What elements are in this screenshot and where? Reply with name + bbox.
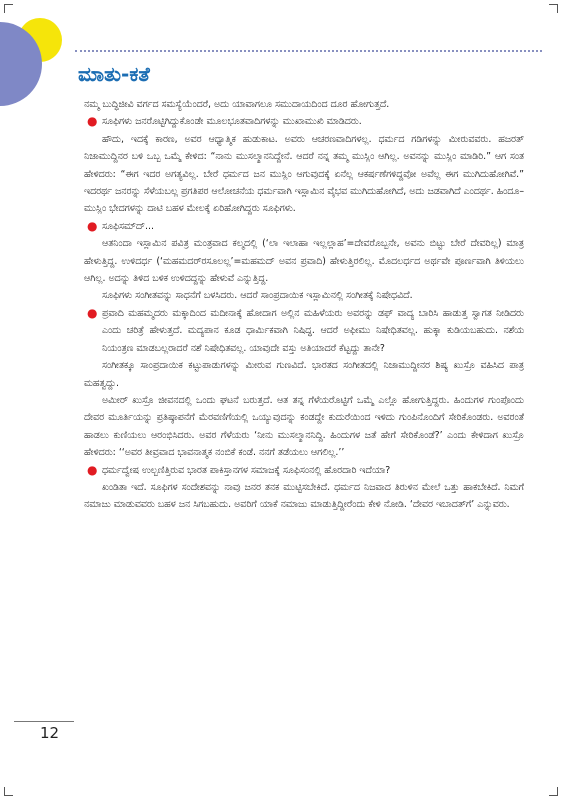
bullet-icon: ● bbox=[87, 305, 98, 320]
paragraph: ಹೌದು, ಇದಕ್ಕೆ ಕಾರಣ, ಅವರ ಆಧ್ಯಾತ್ಮಿಕ ಹುಡುಕಾಟ. ಅವರು ಆಚರಣವಾದಿಗಳಲ್ಲ. ಧರ್ಮದ ಗಡಿಗಳನ್ನು ಮೀರುವವರು. ಹಜರತ್ ನಿಜಾಮುದ್ದಿನರ ಬಳಿ ಒಬ್ಬ ಒಮ್ಮೆ ಕೇಳಿದ: “ನಾನು ಮುಸಲ್ಮಾನನಿದ್ದೇನೆ. ಆದರೆ ನನ್ನ ತಮ್ಮ ಮುಸ್ಲಿಂ ಆಗಿಲ್ಲ. ಅವನನ್ನು ಮುಸ್ಲಿಂ ಮಾಡಿರಿ.” ಆಗ ಸಂತ ಹೇಳಿದರು: “ಈಗ ಇದರ ಅಗತ್ಯವಿಲ್ಲ. ಬೇರೆ ಧರ್ಮದ ಜನ ಮುಸ್ಲಿಂ ಆಗುವುದಕ್ಕೆ ಏನೆಲ್ಲ ಆಕರ್ಷಣೆಗಳಿದ್ದವೋ ಅವೆಲ್ಲ ಈಗ ಮುಗಿದುಹೋಗಿವೆ.” ಇದರರ್ಥ ಜನರನ್ನು ಸೆಳೆಯಬಲ್ಲ ಪ್ರಗತಿಪರ ಆಲೋಚನೆಯ ಧರ್ಮವಾಗಿ ಇಸ್ಲಾಮಿನ ವೈಭವ ಮುಗಿದುಹೋಗಿದೆ, ಅದು ಜಡವಾಗಿದೆ ಎಂದರ್ಥ. ಹಿಂದೂ–ಮುಸ್ಲಿಂ ಭೇದಗಳನ್ನು ದಾಟಿ ಬಹಳ ಮೇಲಕ್ಕೆ ಏರಿಹೋಗಿದ್ದರು ಸೂಫಿಗಳು. bbox=[84, 133, 525, 215]
crop-mark-top-right bbox=[549, 4, 558, 13]
paragraph: ಸಂಗೀತಕ್ಕೂ ಸಾಂಪ್ರದಾಯಿಕ ಕಟ್ಟುಪಾಡುಗಳನ್ನು ಮೀರುವ ಗುಣವಿದೆ. ಭಾರತದ ಸಂಗೀತದಲ್ಲಿ ನಿಜಾಮುದ್ದೀನರ ಶಿಷ್ಯ ಖುಸ್ರೊ ವಹಿಸಿದ ಪಾತ್ರ ಮಹತ್ವದ್ದು. bbox=[84, 360, 524, 389]
paragraph: ಸೂಫಿಗಳು ಸಂಗೀತವನ್ನು ಸಾಧನೆಗೆ ಬಳಸಿದರು. ಆದರೆ ಸಾಂಪ್ರದಾಯಿಕ ಇಸ್ಲಾಮಿನಲ್ಲಿ ಸಂಗೀತಕ್ಕೆ ನಿಷೇಧವಿದೆ. bbox=[102, 290, 413, 302]
bullet-icon: ● bbox=[87, 114, 98, 129]
decorative-circles bbox=[0, 0, 80, 110]
bullet-question: ● ಧರ್ಮದ್ವೇಷ ಉಲ್ಬಣಿತ್ತಿರುವ ಭಾರತ ಪಾಕಿಸ್ತಾನಗಳ ಸಮಾಜಕ್ಕೆ ಸೂಫಿಸಂನಲ್ಲಿ ಹೊರದಾರಿ ಇದೆಯಾ? bbox=[84, 462, 524, 479]
bullet-icon: ● bbox=[87, 462, 98, 477]
footer-rule bbox=[14, 721, 74, 722]
bullet-question: ● ಪ್ರವಾದಿ ಮಹಮ್ಮದರು ಮಕ್ಕಾದಿಂದ ಮದೀನಾಕ್ಕೆ ಹೋದಾಗ ಅಲ್ಲಿನ ಮಹಿಳೆಯರು ಅವರನ್ನು ಡಫ್ ವಾದ್ಯ ಬಾರಿಸಿ ಹಾಡುತ್ತ ಸ್ವಾಗತ ನೀಡಿದರು ಎಂದು ಚರಿತ್ರೆ ಹೇಳುತ್ತದೆ. ಮದ್ಯಪಾನ ಕೂಡ ಧಾರ್ಮಿಕವಾಗಿ ನಿಷಿದ್ಧ. ಆದರೆ ಅಫೀಮು ನಿಷೇಧಿತವಲ್ಲ. ಹುಕ್ಕಾ ಕುಡಿಯಬಹುದು. ನಶೆಯ ನಿಯಂತ್ರಣ ಮಾಡಬಲ್ಲರಾದರೆ ನಶೆ ನಿಷೇಧಿತವಲ್ಲ. ಯಾವುದೇ ವಸ್ತು ಅತಿಯಾದರೆ ಕೆಟ್ಟದ್ದು ತಾನೇ? bbox=[87, 305, 524, 354]
bullet-question: ● ಸೂಫಿಸಮ್‌ದ್... bbox=[84, 218, 524, 235]
bullet-question: ● ಸೂಫಿಗಳು ಜನರೊಟ್ಟಿಗಿದ್ದುಕೊಂಡೇ ಮೂಲಭೂತವಾದಿಗಳನ್ನು ಮುಖಾಮುಖಿ ಮಾಡಿದರು. bbox=[84, 113, 524, 130]
crop-mark-bottom-right bbox=[549, 787, 558, 796]
page-title: ಮಾತು-ಕತೆ bbox=[78, 62, 150, 86]
header-dotted-rule bbox=[75, 50, 542, 52]
bullet-icon: ● bbox=[87, 218, 98, 233]
paragraph: ಆತನಿಂದಾ ಇಸ್ಲಾಮಿನ ಪವಿತ್ರ ಮಂತ್ರವಾದ ಕಲ್ಮದಲ್ಲಿ (‘ಲಾ ಇಲಾಹಾ ಇಲ್ಲಲ್ಲಾಹ’=ದೇವರೊಬ್ಬನೇ, ಅವನು ಬಿಟ್ಟು ಬೇರೆ ದೇವರಿಲ್ಲ) ಮಾತ್ರ ಹೇಳುತ್ತಿದ್ದ. ಉಳಿದರ್ಧ (‘ಮಹಮದರ್‌ರಸೂಲಲ್ಲ’=ಮಹಮದ್ ಅವನ ಪ್ರವಾದಿ) ಹೇಳುತ್ತಿರಲಿಲ್ಲ. ಮೊದಲರ್ಧದ ಅರ್ಥವೇ ಪೂರ್ಣವಾಗಿ ತಿಳಿಯಲು ಆಗಿಲ್ಲ. ಅದನ್ನು ತಿಳಿದ ಬಳಿಕ ಉಳಿದದ್ದನ್ನು ಹೇಳುವೆ ಎನ್ನುತ್ತಿದ್ದ. bbox=[84, 238, 524, 285]
article-body bbox=[84, 96, 524, 514]
paragraph: ಅಮೀರ್ ಖುಸ್ರೊ ಜೀವನದಲ್ಲಿ ಒಂದು ಘಟನೆ ಬರುತ್ತದೆ. ಆತ ತನ್ನ ಗೆಳೆಯರೊಟ್ಟಿಗೆ ಒಮ್ಮೆ ಎಲ್ಲೊ ಹೋಗುತ್ತಿದ್ದರು. ಹಿಂದುಗಳ ಗುಂಪೊಂದು ದೇವರ ಮೂರ್ತಿಯನ್ನು ಪ್ರತಿಷ್ಠಾಪನೆಗೆ ಮೆರವಣಿಗೆಯಲ್ಲಿ ಒಯ್ಯುವುದನ್ನು ಕಂಡದ್ದೇ ಕುದುರೆಯಿಂದ ಇಳಿದು ಗುಂಪಿನೊಂದಿಗೆ ಸೇರಿಕೊಂಡರು. ಅವರಂತೆ ಹಾಡಲು ಕುಣಿಯಲು ಆರಂಭಿಸಿದರು. ಅವರ ಗೆಳೆಯರು ‘ನೀನು ಮುಸಲ್ಮಾನನಿದ್ದಿ. ಹಿಂದುಗಳ ಜತೆ ಹೇಗೆ ಸೇರಿಕೊಂಡೆ?’ ಎಂದು ಕೇಳಿದಾಗ ಖುಸ್ರೊ ಹೇಳಿದರು: ‘‘ಅವರ ತೀವ್ರವಾದ ಭಾವನಾತ್ಮಕ ನಂಬಿಕೆ ಕಂಡೆ. ನನಗೆ ತಡೆಯಲು ಆಗಲಿಲ್ಲ.’’ bbox=[84, 394, 524, 459]
crop-mark-bottom-left bbox=[4, 787, 13, 796]
paragraph: ಖಂಡಿತಾ ಇದೆ. ಸೂಫಿಗಳ ಸಂದೇಶವನ್ನು ನಾವು ಜನರ ತನಕ ಮುಟ್ಟಿಸಬೇಕಿದೆ. ಧರ್ಮದ ನಿಜವಾದ ತಿರುಳಿನ ಮೇಲೆ ಒತ್ತು ಹಾಕಬೇಕಿದೆ. ನಿಮಗೆ ನಮಾಜು ಮಾಡುವವರು ಬಹಳ ಜನ ಸಿಗಬಹುದು. ಅವರಿಗೆ ಯಾಕೆ ನಮಾಜು ಮಾಡುತ್ತಿದ್ದೀರೆಂದು ಕೇಳಿ ನೋಡಿ. ‘ದೇವರ ಇಬಾದತ್‌ಗೆ’ ಎನ್ನುವರು. bbox=[84, 481, 524, 511]
paragraph: ನಮ್ಮ ಬುದ್ಧಿಜೀವಿ ವರ್ಗದ ಸಮಸ್ಯೆಯೆಂದರೆ, ಅದು ಯಾವಾಗಲೂ ಸಮುದಾಯದಿಂದ ದೂರ ಹೋಗುತ್ತದೆ. bbox=[84, 99, 390, 110]
page-number: 12 bbox=[40, 724, 60, 742]
